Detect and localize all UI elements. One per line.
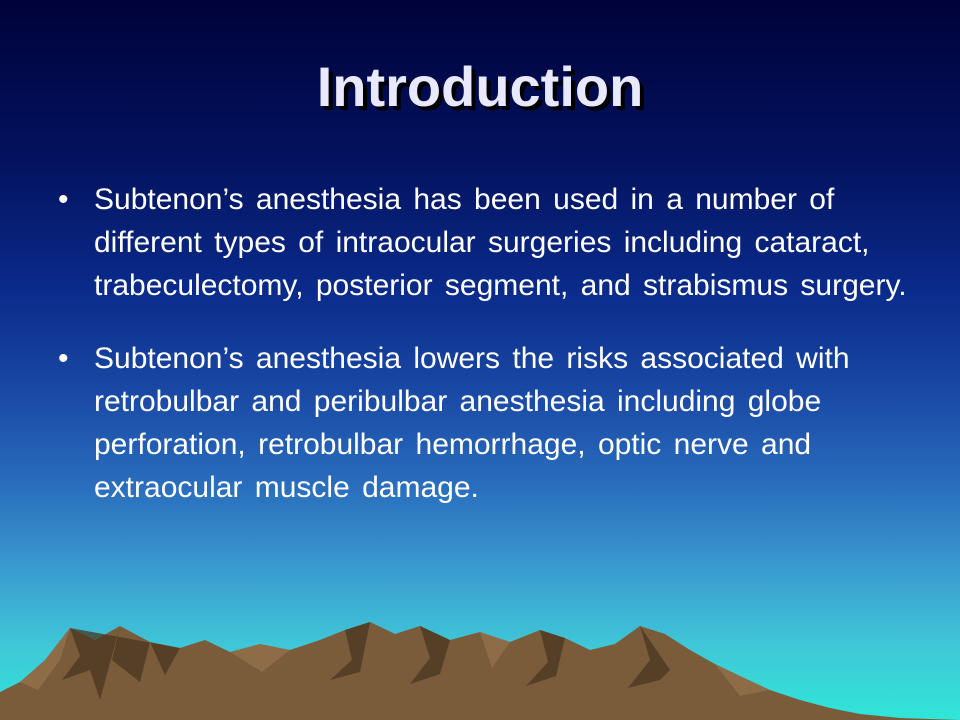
bullet-marker: • <box>58 342 69 375</box>
bullet-item <box>56 178 916 307</box>
bullet-item <box>56 337 916 509</box>
mountain-range-decoration <box>0 620 960 720</box>
mountain-range <box>0 622 960 720</box>
bullet-list <box>56 178 916 539</box>
bullet-marker: • <box>58 183 69 216</box>
bullet-text: Subtenon’s anesthesia has been used in a number of different types of intraocular surgeries including cataract, trabeculectomy, posterior segment, and strabismus surgery. <box>94 183 907 302</box>
bullet-text: Subtenon’s anesthesia lowers the risks associated with retrobulbar and peribulbar anesthesia including globe perforation, retrobulbar hemorrhage, optic nerve and extraocular muscle damage. <box>94 342 850 504</box>
slide-title: Introduction <box>316 55 644 118</box>
